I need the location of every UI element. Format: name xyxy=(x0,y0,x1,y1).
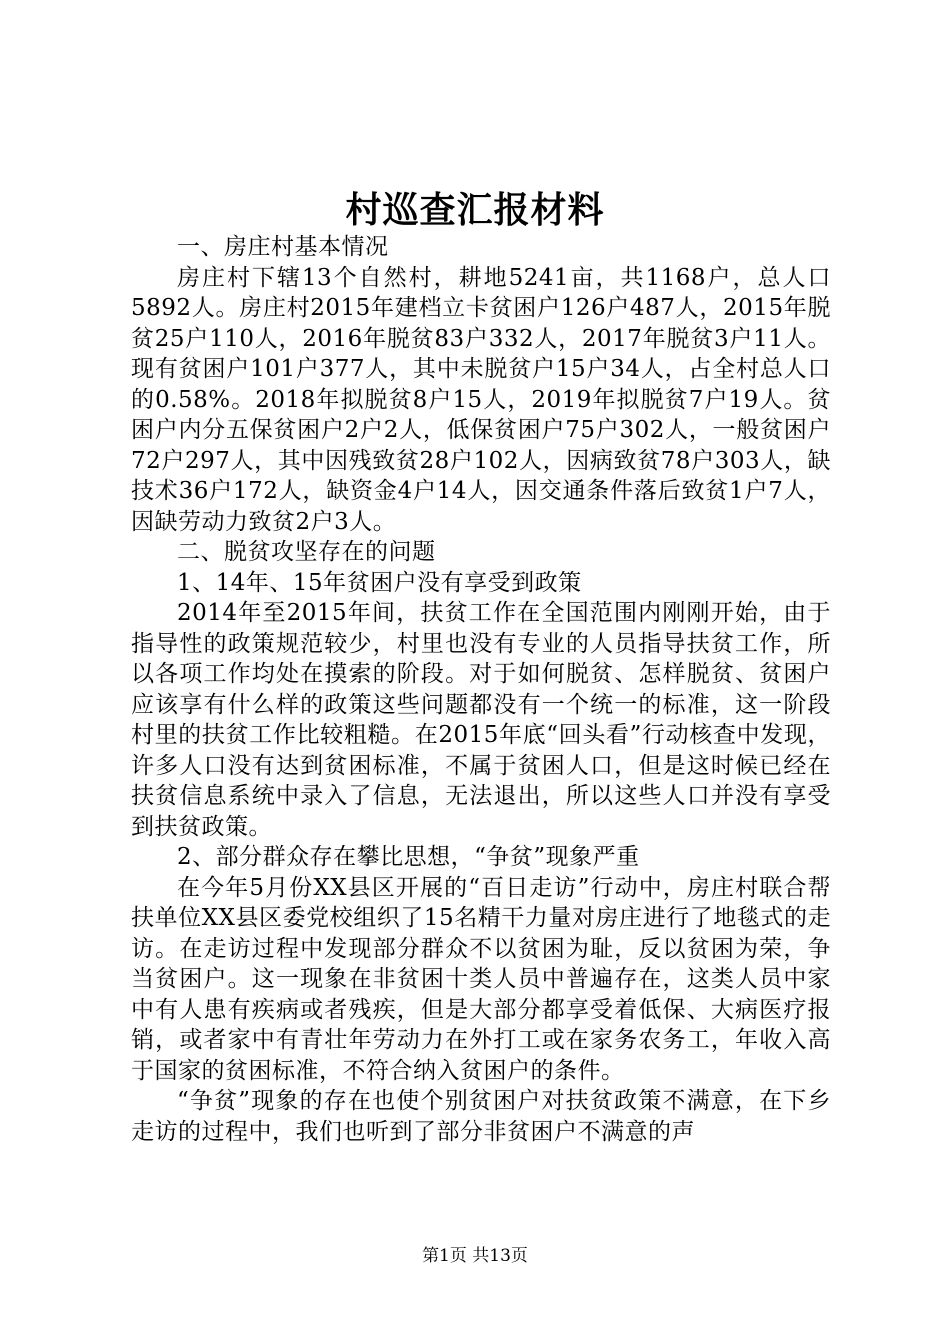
document-body xyxy=(131,232,831,1147)
document-title: 村巡查汇报材料 xyxy=(345,189,605,231)
page-number-footer: 第1页 共13页 xyxy=(422,1246,528,1266)
paragraph-problem-1: 2014年至2015年间，扶贫工作在全国范围内刚刚开始，由于指导性的政策规范较少，村里也没有专业的人员指导扶贫工作，所以各项工作均处在摸索的阶段。对于如何脱贫、怎样脱贫、贫困户应该享有什么样的政策这些问题都没有一个统一的标准，这一阶段村里的扶贫工作比较粗糙。在2015年底“回头看”行动核查中发现，许多人口没有达到贫困标准，不属于贫困人口，但是这时候已经在扶贫信息系统中录入了信息，无法退出，所以这些人口并没有享受到扶贫政策。 xyxy=(131,600,831,840)
paragraph-problem-2-continued: “争贫”现象的存在也使个别贫困户对扶贫政策不满意，在下乡走访的过程中，我们也听到了部分非贫困户不满意的声 xyxy=(131,1088,831,1145)
paragraph-problem-2: 在今年5月份XX县区开展的“百日走访”行动中，房庄村联合帮扶单位XX县区委党校组织了15名精干力量对房庄进行了地毯式的走访。在走访过程中发现部分群众不以贫困为耻，反以贫困为荣，争当贫困户。这一现象在非贫困十类人员中普遍存在，这类人员中家中有人患有疾病或者残疾，但是大部分都享受着低保、大病医疗报销，或者家中有青壮年劳动力在外打工或在家务农务工，年收入高于国家的贫困标准，不符合纳入贫困户的条件。 xyxy=(131,874,831,1084)
section-heading-basic-info: 一、房庄村基本情况 xyxy=(177,234,389,260)
subheading-problem-1: 1、14年、15年贫困户没有享受到政策 xyxy=(177,569,582,596)
section-heading-problems: 二、脱贫攻坚存在的问题 xyxy=(177,539,436,565)
paragraph-basic-info: 房庄村下辖13个自然村，耕地5241亩，共1168户，总人口5892人。房庄村2015年建档立卡贫困户126户487人，2015年脱贫25户110人，2016年脱贫83户332人，2017年脱贫3户11人。现有贫困户101户377人，其中未脱贫户15户34人，占全村总人口的0.58%。2018年拟脱贫8户15人，2019年拟脱贫7户19人。贫困户内分五保贫困户2户2人，低保贫困户75户302人，一般贫困户72户297人，其中因残致贫28户102人，因病致贫78户303人，缺技术36户172人，缺资金4户14人，因交通条件落后致贫1户7人，因缺劳动力致贫2户3人。 xyxy=(131,264,831,535)
subheading-problem-2: 2、部分群众存在攀比思想，“争贫”现象严重 xyxy=(177,844,640,870)
